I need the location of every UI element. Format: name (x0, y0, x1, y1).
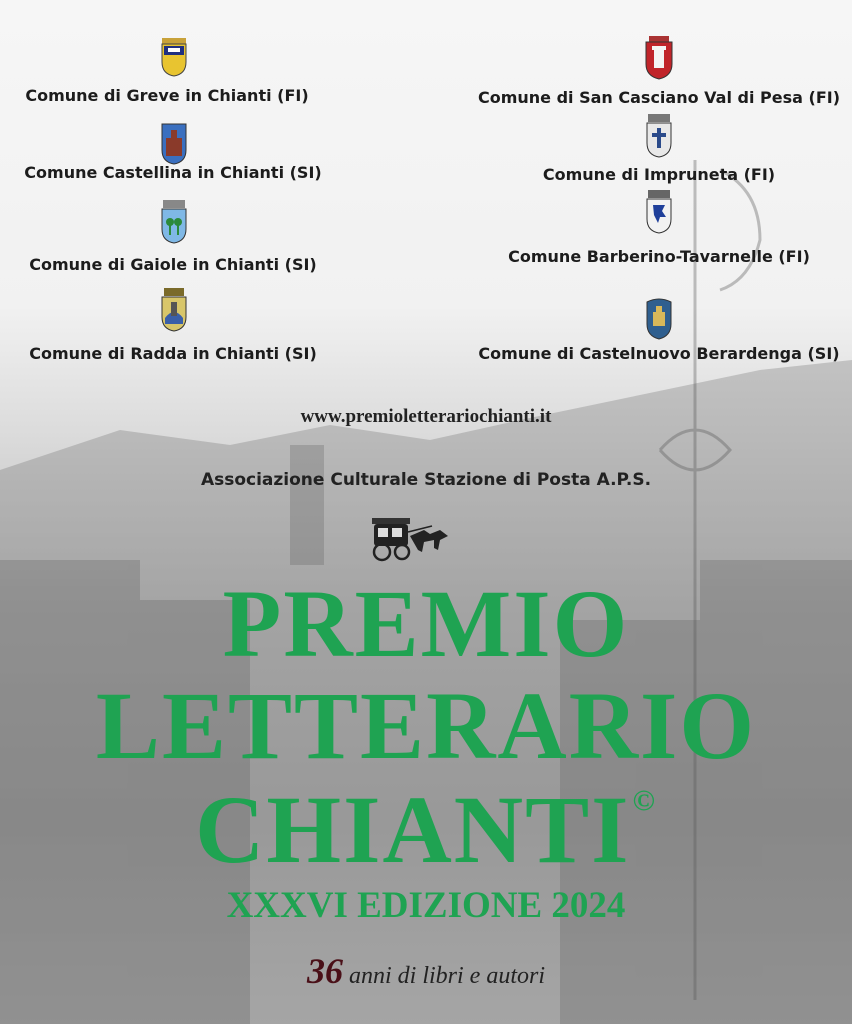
title-line-premio: PREMIO (222, 570, 630, 677)
tagline-number: 36 (306, 951, 343, 991)
san-casciano-crest-icon (644, 36, 674, 80)
title-line-chianti: CHIANTI© (195, 776, 657, 883)
comune-label: Comune di Gaiole in Chianti (SI) (29, 255, 317, 274)
comune-label: Comune Barberino-Tavarnelle (FI) (508, 247, 810, 266)
tagline-text: anni di libri e autori (348, 963, 545, 989)
comune-label: Comune Castellina in Chianti (SI) (24, 163, 322, 182)
castelnuovo-crest-icon (644, 298, 674, 342)
radda-crest-icon (159, 288, 189, 332)
title-line-letterario: LETTERARIO (95, 672, 757, 779)
association-name: Associazione Culturale Stazione di Posta A.P.S. (200, 470, 652, 490)
greve-crest-icon (159, 34, 189, 78)
gaiole-crest-icon (159, 200, 189, 244)
copyright-mark: © (632, 784, 657, 817)
edition-label: XXXVI EDIZIONE 2024 (226, 885, 626, 926)
stagecoach-logo-icon (368, 510, 450, 562)
comune-label: Comune di Impruneta (FI) (542, 165, 776, 184)
castellina-crest-icon (159, 122, 189, 166)
website-link[interactable]: www.premioletterariochianti.it (300, 406, 552, 427)
comune-label: Comune di Radda in Chianti (SI) (29, 344, 317, 363)
impruneta-crest-icon (644, 114, 674, 158)
comune-label: Comune di Greve in Chianti (FI) (25, 86, 309, 105)
comune-label: Comune di Castelnuovo Berardenga (SI) (478, 344, 840, 363)
tagline (0, 950, 852, 992)
comune-label: Comune di San Casciano Val di Pesa (FI) (477, 88, 841, 107)
barberino-crest-icon (644, 190, 674, 234)
